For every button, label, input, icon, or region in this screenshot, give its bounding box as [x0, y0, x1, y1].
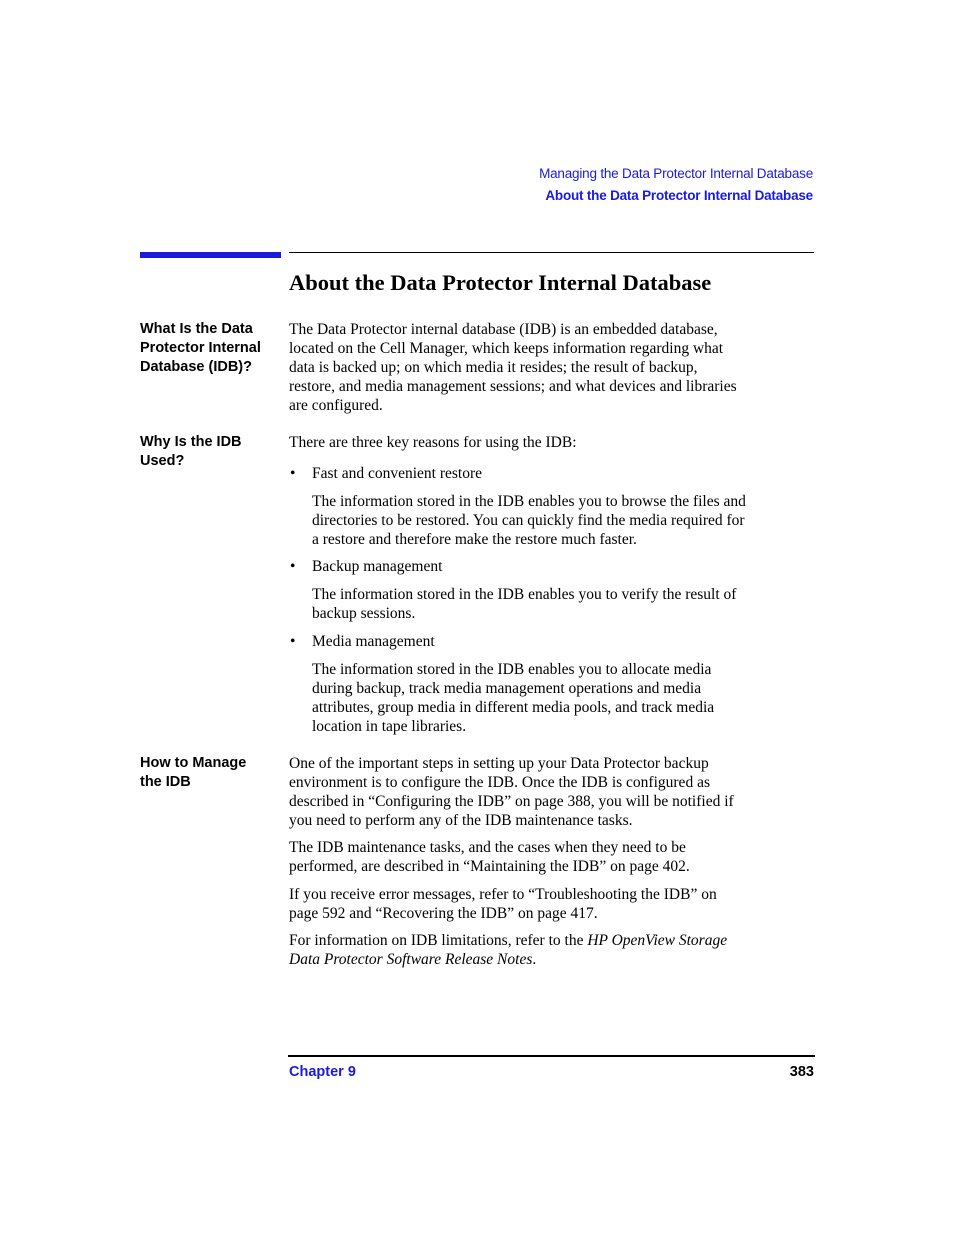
paragraph-what: The Data Protector internal database (IDB) is an embedded database, located on the Cell Manager, which keeps information regarding what data is backed up; on which media it resides; the result of backup, restore, and media management sessions; and what devices and libraries are configured. — [289, 321, 737, 414]
running-header-chapter: Managing the Data Protector Internal Database — [539, 166, 813, 181]
list-item-title: Fast and convenient restore — [312, 465, 483, 482]
footer-chapter: Chapter 9 — [289, 1064, 356, 1080]
footer-page-number: 383 — [789, 1064, 814, 1080]
paragraph-why-intro: There are three key reasons for using the IDB: — [289, 434, 577, 451]
list-item-title: Media management — [312, 633, 435, 650]
footer-rule — [288, 1055, 815, 1057]
paragraph-how-1: One of the important steps in setting up your Data Protector backup environment is to configure the IDB. Once the IDB is configured as described in “Configuring the IDB” on page 388, you will be notified if you need to perform any of the IDB maintenance tasks. — [289, 755, 734, 829]
list-item-text: The information stored in the IDB enables you to verify the result of backup sessions. — [312, 586, 737, 622]
list-item-text: The information stored in the IDB enables you to allocate media during backup, track media management operations and media attributes, group media in different media pools, and track media location in tape libraries. — [312, 661, 715, 735]
paragraph-how-4: For information on IDB limitations, refer to the HP OpenView Storage Data Protector Software Release Notes. — [289, 932, 728, 968]
bullet-icon: • — [290, 633, 296, 650]
paragraph-how-2: The IDB maintenance tasks, and the cases when they need to be performed, are described in “Maintaining the IDB” on page 402. — [289, 839, 690, 875]
side-heading-what: What Is the Data Protector Internal Database (IDB)? — [140, 321, 261, 375]
list-item-title: Backup management — [312, 558, 443, 575]
paragraph-how-3: If you receive error messages, refer to “Troubleshooting the IDB” on page 592 and “Recovering the IDB” on page 417. — [289, 886, 717, 922]
running-header-section: About the Data Protector Internal Database — [545, 188, 813, 203]
section-rule — [289, 252, 814, 253]
bullet-icon: • — [290, 558, 296, 575]
side-heading-why: Why Is the IDB Used? — [140, 434, 242, 469]
release-notes-title-part1: HP OpenView Storage — [587, 932, 728, 949]
release-notes-title-part2: Data Protector Software Release Notes — [289, 951, 533, 968]
list-item-text: The information stored in the IDB enables you to browse the files and directories to be restored. You can quickly find the media required for a restore and therefore make the restore much faster. — [312, 493, 746, 548]
side-heading-how: How to Manage the IDB — [140, 755, 247, 790]
page-title: About the Data Protector Internal Database — [289, 270, 712, 295]
bullet-icon: • — [290, 465, 296, 482]
section-accent-bar — [140, 252, 281, 258]
